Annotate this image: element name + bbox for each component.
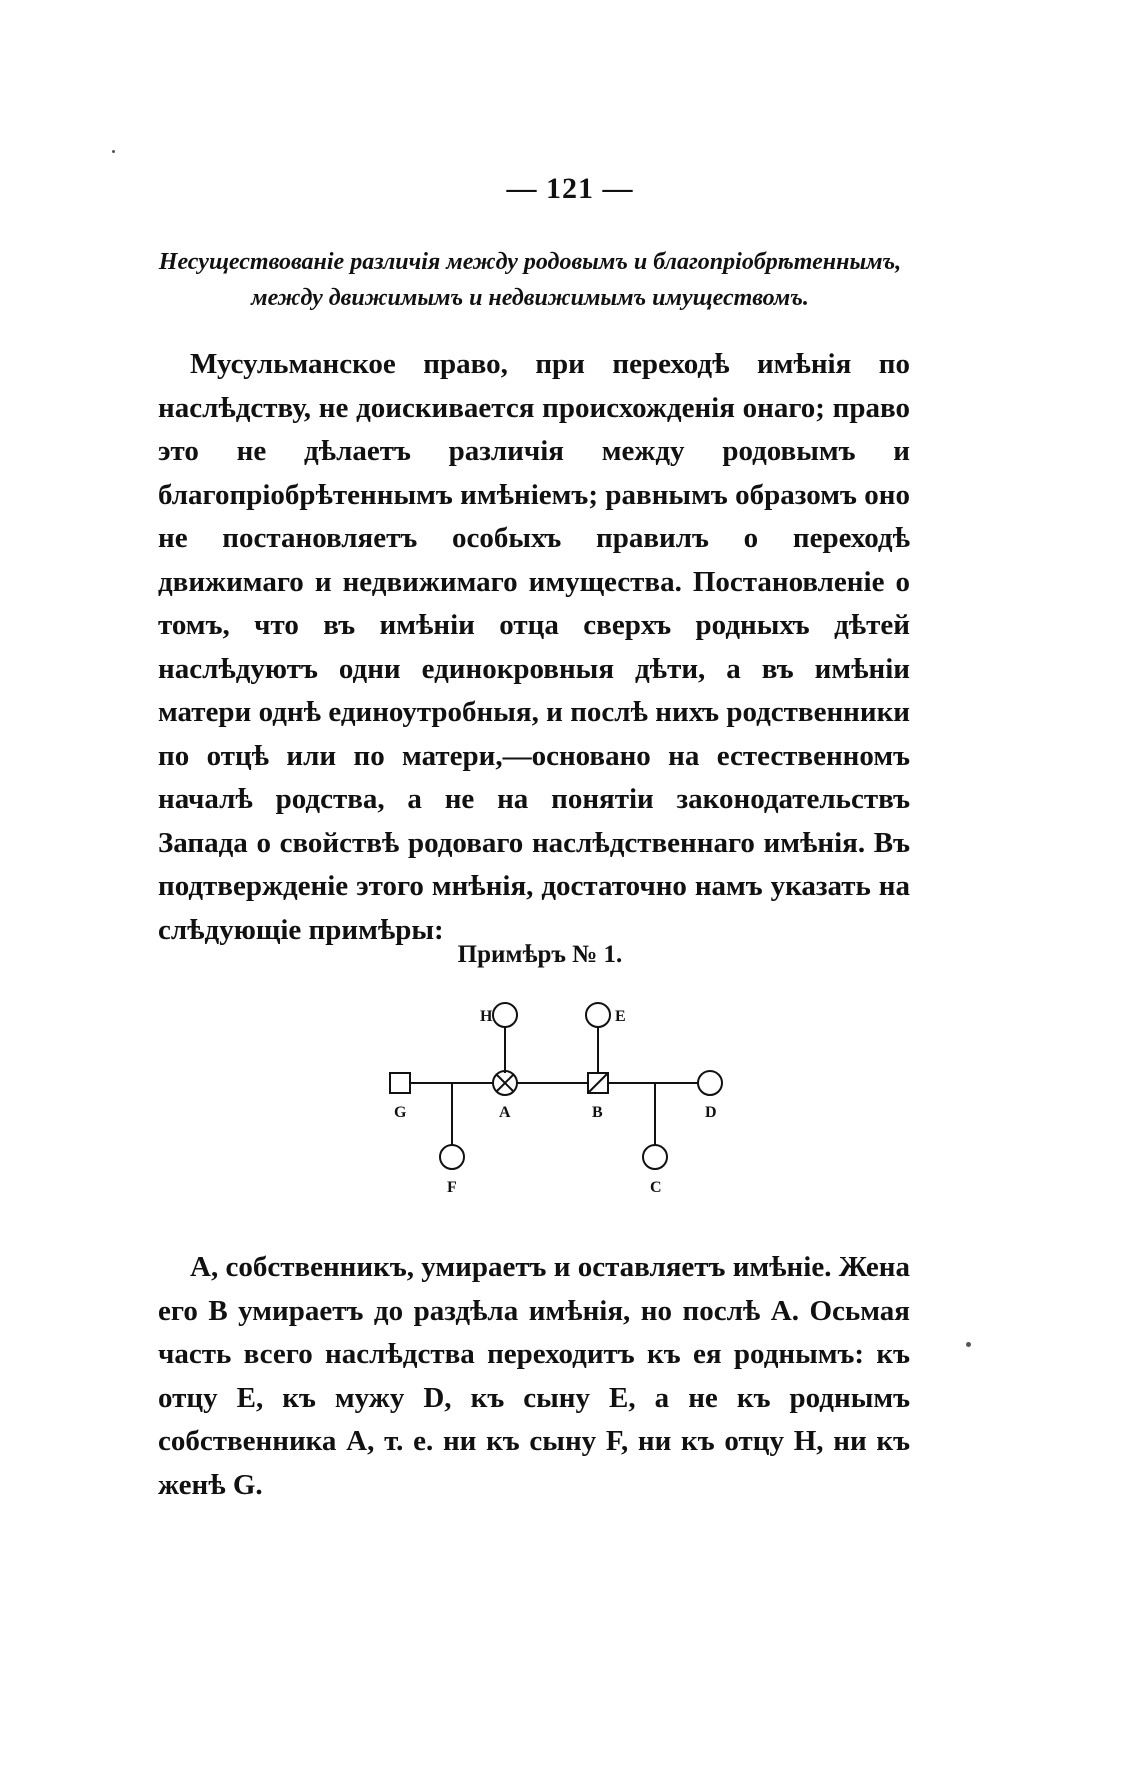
label-d: D bbox=[705, 1104, 717, 1121]
node-c bbox=[643, 1145, 667, 1169]
section-heading: Несуществованіе различія между родовымъ и благопріобрѣтеннымъ, между движимымъ и недвижимымъ имуществомъ. bbox=[158, 249, 902, 311]
label-h: H bbox=[480, 1008, 493, 1025]
kinship-diagram-svg bbox=[370, 985, 730, 1235]
node-g bbox=[390, 1073, 410, 1093]
body-paragraph: Мусульманское право, при переходѣ имѣнія по наслѣдству, не доискивается происхожденія онаго; право это не дѣлаетъ различія между родовымъ и благопріобрѣтеннымъ имѣніемъ; равнымъ образомъ оно не постановляетъ особыхъ правилъ о переходѣ движимаго и недвижимаго имущества. Постановленіе о томъ, что въ имѣніи отца сверхъ родныхъ дѣтей наслѣдуютъ одни единокровныя дѣти, а въ имѣніи матери однѣ единоутробныя, и послѣ нихъ родственники по отцѣ или по матери,—основано на естественномъ началѣ родства, а не на понятіи законодательствъ Запада о свойствѣ родоваго наслѣдственнаго имѣнія. Въ подтвержденіе этого мнѣнія, достаточно намъ указать на слѣдующіе примѣры: bbox=[158, 348, 910, 946]
scan-speck bbox=[112, 150, 115, 153]
label-f: F bbox=[447, 1179, 457, 1196]
label-a: A bbox=[499, 1104, 511, 1121]
node-d bbox=[698, 1071, 722, 1095]
label-b: B bbox=[592, 1104, 603, 1121]
body-paragraph-example: А, собственникъ, умираетъ и оставляетъ имѣніе. Жена его В умираетъ до раздѣла имѣнія, но послѣ А. Осьмая часть всего наслѣдства переходитъ къ ея роднымъ: къ отцу Е, къ мужу D, къ сыну Е, а не къ роднымъ собственника А, т. е. ни къ сыну F, ни къ отцу Н, ни къ женѣ G. bbox=[158, 1251, 910, 1501]
node-e bbox=[586, 1003, 610, 1027]
kinship-diagram bbox=[370, 985, 730, 1235]
node-b-slash bbox=[588, 1073, 608, 1093]
example-title: Примѣръ № 1. bbox=[457, 941, 623, 968]
label-e: E bbox=[615, 1008, 626, 1025]
scan-speck bbox=[966, 1342, 971, 1347]
label-g: G bbox=[394, 1104, 407, 1121]
label-c: C bbox=[650, 1179, 662, 1196]
node-h bbox=[493, 1003, 517, 1027]
page-number: — 121 — bbox=[506, 172, 634, 205]
node-f bbox=[440, 1145, 464, 1169]
